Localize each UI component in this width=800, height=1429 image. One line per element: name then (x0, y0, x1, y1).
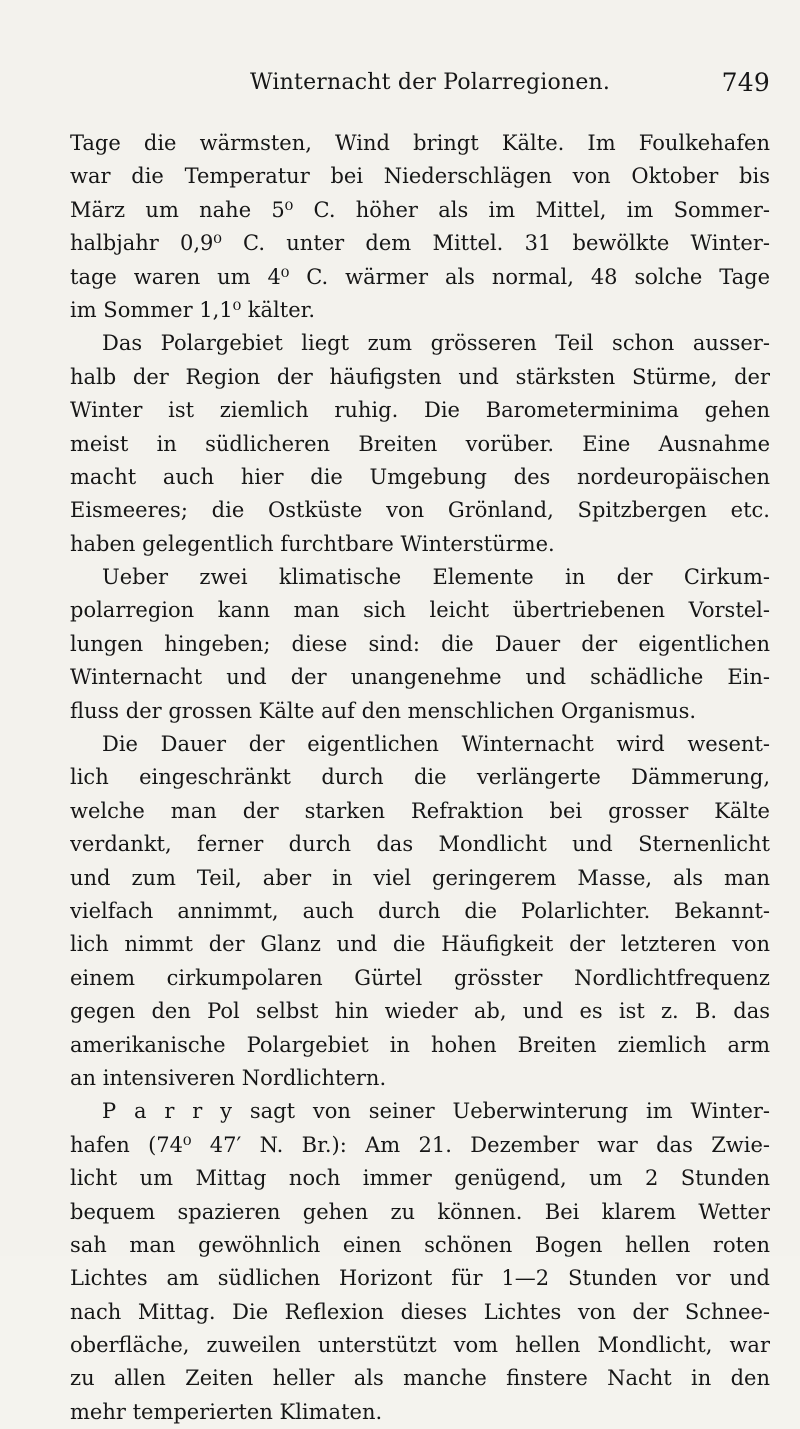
text-line: Eismeeres; die Ostküste von Grönland, Spitzbergen etc. (70, 498, 770, 523)
text-line: bequem spazieren gehen zu können. Bei klarem Wetter (70, 1199, 770, 1224)
text-line: polarregion kann man sich leicht übertriebenen Vorstel- (70, 598, 770, 623)
running-head-title: Winternacht der Polarregionen. (250, 70, 611, 95)
text-line: meist in südlicheren Breiten vorüber. Eine Ausnahme (70, 431, 770, 456)
text-line: nach Mittag. Die Reflexion dieses Lichtes von der Schnee- (70, 1299, 770, 1324)
text-line: Tage die wärmsten, Wind bringt Kälte. Im Foulkehafen (70, 131, 770, 155)
text-line: fluss der grossen Kälte auf den menschlichen Organismus. (70, 698, 697, 723)
text-line: amerikanische Polargebiet in hohen Breiten ziemlich arm (70, 1032, 770, 1057)
page-number: 749 (721, 68, 770, 97)
text-line: welche man der starken Refraktion bei grosser Kälte (70, 798, 770, 823)
text-line: war die Temperatur bei Niederschlägen von Oktober bis (70, 164, 770, 189)
text-line: und zum Teil, aber in viel geringerem Masse, als man (70, 865, 770, 890)
text-line: halbjahr 0,9⁰ C. unter dem Mittel. 31 bewölkte Winter- (70, 231, 770, 256)
text-line: an intensiveren Nordlichtern. (70, 1065, 387, 1090)
text-line: Lichtes am südlichen Horizont für 1—2 Stunden vor und (70, 1266, 770, 1291)
text-line: einem cirkumpolaren Gürtel grösster Nordlichtfrequenz (70, 965, 770, 990)
text-line: tage waren um 4⁰ C. wärmer als normal, 48 solche Tage (70, 264, 770, 289)
text-line: Ueber zwei klimatische Elemente in der Cirkum- (102, 565, 770, 590)
text-line: vielfach annimmt, auch durch die Polarlichter. Bekannt- (70, 898, 770, 923)
text-line: März um nahe 5⁰ C. höher als im Mittel, im Sommer- (70, 197, 770, 222)
text-line: gegen den Pol selbst hin wieder ab, und es ist z. B. das (70, 999, 770, 1024)
text-line: P a r r y sagt von seiner Ueberwinterung im Winter- (102, 1099, 770, 1124)
text-line: lich nimmt der Glanz und die Häufigkeit der letzteren von (70, 932, 770, 957)
text-line: sah man gewöhnlich einen schönen Bogen hellen roten (70, 1232, 770, 1257)
text-line: lich eingeschränkt durch die verlängerte Dämmerung, (70, 765, 770, 790)
text-line: zu allen Zeiten heller als manche finstere Nacht in den (70, 1366, 770, 1391)
body-text (70, 127, 770, 1429)
text-line: verdankt, ferner durch das Mondlicht und Sternenlicht (70, 832, 770, 857)
text-line: Die Dauer der eigentlichen Winternacht wird wesent- (102, 732, 770, 757)
text-line: im Sommer 1,1⁰ kälter. (70, 297, 316, 322)
text-line: hafen (74⁰ 47′ N. Br.): Am 21. Dezember war das Zwie- (70, 1132, 770, 1157)
running-head (250, 70, 770, 104)
text-line: haben gelegentlich furchtbare Winterstürme. (70, 531, 555, 556)
text-line: licht um Mittag noch immer genügend, um 2 Stunden (70, 1166, 770, 1191)
text-line: lungen hingeben; diese sind: die Dauer der eigentlichen (70, 631, 770, 656)
text-line: halb der Region der häufigsten und stärksten Stürme, der (70, 364, 770, 389)
text-line: macht auch hier die Umgebung des nordeuropäischen (70, 464, 770, 489)
text-line: oberfläche, zuweilen unterstützt vom hellen Mondlicht, war (70, 1333, 770, 1358)
text-line: mehr temperierten Klimaten. (70, 1399, 383, 1424)
text-line: Winter ist ziemlich ruhig. Die Barometerminima gehen (70, 398, 770, 423)
text-line: Das Polargebiet liegt zum grösseren Teil schon ausser- (102, 331, 770, 356)
text-line: Winternacht und der unangenehme und schädliche Ein- (70, 665, 770, 690)
